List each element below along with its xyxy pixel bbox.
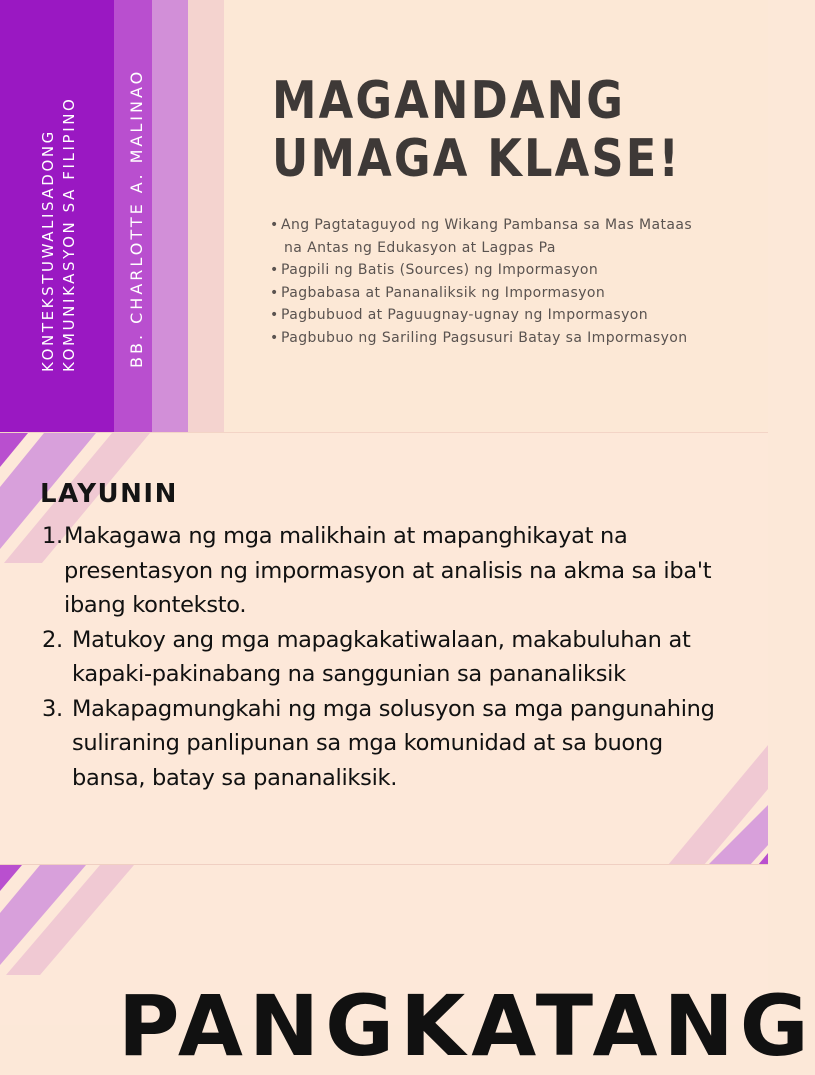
objective-number: 1.	[42, 523, 63, 549]
objective-item	[40, 519, 740, 623]
topic-item	[270, 304, 710, 327]
greeting-title	[272, 72, 681, 188]
greeting-title-line-1: MAGANDANG	[272, 71, 626, 131]
slide-objectives	[0, 432, 768, 865]
pink-band	[188, 0, 224, 432]
objective-text: Makagawa ng mga malikhain at mapanghikayat na presentasyon ng impormasyon at analisis na akma sa iba't ibang konteksto.	[64, 523, 712, 618]
course-name-line-2: KOMUNIKASYON SA FILIPINO	[60, 96, 78, 372]
course-name-vertical	[38, 42, 80, 372]
objective-text: Makapagmungkahi ng mga solusyon sa mga pangunahing suliraning panlipunan sa mga komunidad at sa buong bansa, batay sa pananaliksik.	[72, 695, 715, 791]
topic-text: Pagbubuo ng Sariling Pagsusuri Batay sa Impormasyon	[281, 329, 688, 346]
topic-text: Pagbabasa at Pananaliksik ng Impormasyon	[281, 284, 606, 301]
objective-item	[40, 692, 740, 796]
corner-stripes-top-left	[0, 865, 150, 975]
topic-item	[270, 214, 710, 259]
objective-text: Matukoy ang mga mapagkakatiwalaan, makabuluhan at kapaki-pakinabang na sanggunian sa pananaliksik	[72, 626, 691, 687]
bullet-icon: •	[270, 307, 279, 323]
topic-text: Pagpili ng Batis (Sources) ng Impormasyon	[281, 262, 599, 278]
objectives-heading: LAYUNIN	[40, 479, 178, 509]
topic-list	[270, 214, 710, 349]
topic-item	[270, 327, 710, 350]
teacher-name-vertical: BB. CHARLOTTE A. MALINAO	[127, 68, 146, 368]
topic-text: Ang Pagtataguyod ng Wikang Pambansa sa Mas Mataas na Antas ng Edukasyon at Lagpas Pa	[281, 217, 693, 256]
slide-title	[0, 0, 768, 432]
stripe-dark	[0, 865, 22, 891]
bullet-icon: •	[270, 329, 279, 346]
bullet-icon: •	[270, 217, 279, 233]
bullet-icon: •	[270, 262, 279, 278]
objective-item	[40, 623, 740, 692]
course-name-line-1: KONTEKSTUWALISADONG	[39, 129, 57, 372]
objective-number: 3.	[42, 695, 63, 722]
objective-number: 2.	[42, 626, 63, 653]
topic-text: Pagbubuod at Paguugnay-ugnay ng Impormasyon	[281, 307, 648, 323]
greeting-title-line-2: UMAGA KLASE!	[272, 129, 682, 189]
group-activity-title: PANGKATANG	[118, 977, 815, 1075]
objectives-list	[40, 519, 740, 795]
bullet-icon: •	[270, 284, 279, 301]
topic-item	[270, 259, 710, 282]
purple-band-light	[152, 0, 188, 432]
slide-group-activity	[0, 864, 815, 1075]
topic-item	[270, 282, 710, 305]
